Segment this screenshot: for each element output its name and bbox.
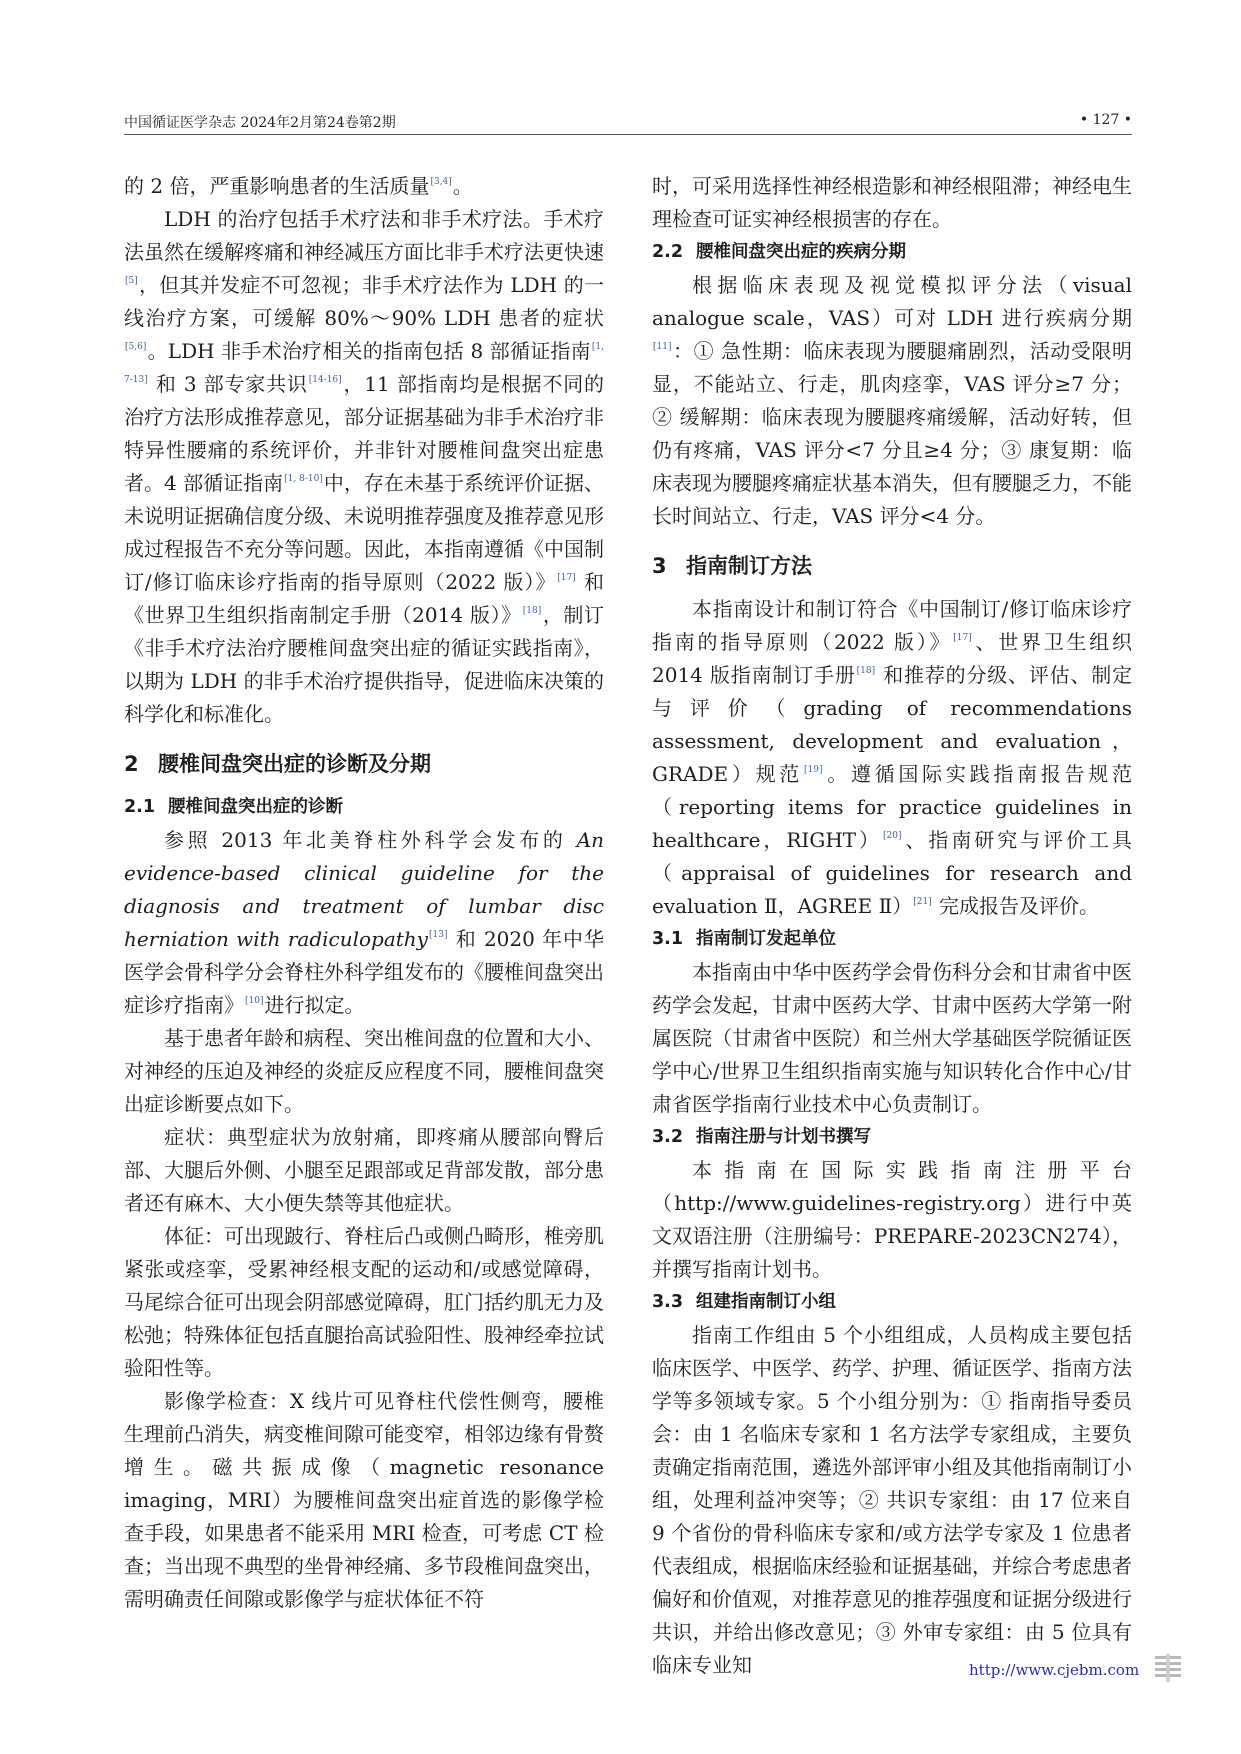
citation[interactable]: [17] — [557, 573, 576, 583]
section-heading: 3 指南制订方法 — [652, 554, 812, 578]
citation[interactable]: [1, 8-10] — [284, 474, 323, 484]
cited-title: An evidence-based clinical guideline for the diagnosis and treatment of lumbar disc herniation with radiculopathy — [124, 828, 604, 951]
citation[interactable]: [10] — [245, 996, 264, 1006]
citation[interactable]: [20] — [883, 831, 902, 841]
subsection-heading: 3.3 组建指南制订小组 — [652, 1292, 836, 1312]
left-column — [124, 170, 604, 1616]
paragraph: 参照 2013 年北美脊柱外科学会发布的 An evidence-based clinical guideline for the diagnosis and treatment of lumbar disc herniation with radiculopathy[13] 和 2020 年中华医学会骨科学分会脊柱外科学组发布的《腰椎间盘突出症诊疗指南》[10]进行拟定。 — [124, 828, 604, 1017]
citation[interactable]: [3,4] — [430, 177, 452, 187]
journal-website-link[interactable]: http://www.cjebm.com — [969, 1661, 1140, 1679]
paragraph: 根据临床表现及视觉模拟评分法（visual analogue scale，VAS）可对 LDH 进行疾病分期[11]：① 急性期：临床表现为腰腿痛剧烈，活动受限明显，不能站立、行走，肌肉痉挛，VAS 评分≥7 分；② 缓解期：临床表现为腰腿疼痛缓解，活动好转，但仍有疼痛，VAS 评分<7 分且≥4 分；③ 康复期：临床表现为腰腿疼痛症状基本消失，但有腰腿乏力，不能长时间站立、行走，VAS 评分<4 分。 — [652, 273, 1132, 528]
paragraph: 影像学检查：X 线片可见脊柱代偿性侧弯，腰椎生理前凸消失，病变椎间隙可能变窄，相邻边缘有骨赘增生。磁共振成像（magnetic resonance imaging，MRI）为腰椎间盘突出症首选的影像学检查手段，如果患者不能采用 MRI 检查，可考虑 CT 检查；当出现不典型的坐骨神经痛、多节段椎间盘突出，需明确责任间隙或影像学与症状体征不符 — [124, 1389, 604, 1611]
citation[interactable]: [17] — [953, 633, 972, 643]
citation[interactable]: [19] — [804, 765, 823, 775]
citation[interactable]: [14-16] — [308, 375, 342, 385]
page-number: • 127 • — [1079, 112, 1132, 128]
paragraph: 体征：可出现跛行、脊柱后凸或侧凸畸形，椎旁肌紧张或痉挛，受累神经根支配的运动和/或感觉障碍，马尾综合征可出现会阴部感觉障碍，肛门括约肌无力及松弛；特殊体征包括直腿抬高试验阳性、股神经牵拉试验阳性等。 — [124, 1224, 604, 1380]
paragraph: LDH 的治疗包括手术疗法和非手术疗法。手术疗法虽然在缓解疼痛和神经减压方面比非手术疗法更快速[5]，但其并发症不可忽视；非手术疗法作为 LDH 的一线治疗方案，可缓解 80%～90% LDH 患者的症状[5,6]。LDH 非手术治疗相关的指南包括 8 部循证指南[1, 7-13] 和 3 部专家共识[14-16]，11 部指南均是根据不同的治疗方法形成推荐意见，部分证据基础为非手术治疗非特异性腰痛的系统评价，并非针对腰椎间盘突出症患者。4 部循证指南[1, 8-10]中，存在未基于系统评价证据、未说明证据确信度分级、未说明推荐强度及推荐意见形成过程报告不充分等问题。因此，本指南遵循《中国制订/修订临床诊疗指南的指导原则（2022 版）》[17] 和《世界卫生组织指南制定手册（2014 版）》[18]，制订《非手术疗法治疗腰椎间盘突出症的循证实践指南》，以期为 LDH 的非手术治疗提供指导，促进临床决策的科学化和标准化。 — [124, 207, 605, 726]
paragraph: 时，可采用选择性神经根造影和神经根阻滞；神经电生理检查可证实神经根损害的存在。 — [652, 174, 1132, 231]
citation[interactable]: [1, 7-13] — [124, 342, 604, 385]
citation[interactable]: [11] — [653, 342, 672, 352]
subsection-heading: 2.1 腰椎间盘突出症的诊断 — [124, 797, 343, 817]
journal-logo-icon — [1152, 1652, 1184, 1684]
section-heading: 2 腰椎间盘突出症的诊断及分期 — [124, 752, 431, 776]
paragraph: 本指南设计和制订符合《中国制订/修订临床诊疗指南的指导原则（2022 版）》[17]、世界卫生组织 2014 版指南制订手册[18] 和推荐的分级、评估、制定与评价（grading of recommendations assessment, development and evaluation，GRADE）规范[19]。遵循国际实践指南报告规范（reporting items for practice guidelines in healthcare，RIGHT）[20]、指南研究与评价工具（appraisal of guidelines for research and evaluation Ⅱ，AGREE Ⅱ）[21] 完成报告及评价。 — [652, 597, 1133, 918]
paragraph: 的 2 倍，严重影响患者的生活质量[3,4]。 — [124, 174, 473, 198]
paragraph: 指南工作组由 5 个小组组成，人员构成主要包括临床医学、中医学、药学、护理、循证医学、指南方法学等多领域专家。5 个小组分别为：① 指南指导委员会：由 1 名临床专家和 1 名方法学专家组成，主要负责确定指南范围，遴选外部评审小组及其他指南制订小组，处理利益冲突等；② 共识专家组：由 17 位来自 9 个省份的骨科临床专家和/或方法学专家及 1 位患者代表组成，根据临床经验和证据基础，并综合考虑患者偏好和价值观，对推荐意见的推荐强度和证据分级进行共识，并给出修改意见；③ 外审专家组：由 5 位具有临床专业知 — [652, 1323, 1132, 1677]
subsection-heading: 3.2 指南注册与计划书撰写 — [652, 1127, 871, 1147]
paragraph: 本指南由中华中医药学会骨伤科分会和甘肃省中医药学会发起，甘肃中医药大学、甘肃中医药大学第一附属医院（甘肃省中医院）和兰州大学基础医学院循证医学中心/世界卫生组织指南实施与知识转化合作中心/甘肃省医学指南行业技术中心负责制订。 — [652, 960, 1132, 1116]
paragraph: 症状：典型症状为放射痛，即疼痛从腰部向臀后部、大腿后外侧、小腿至足跟部或足背部发散，部分患者还有麻木、大小便失禁等其他症状。 — [124, 1125, 604, 1215]
citation[interactable]: [18] — [856, 666, 876, 676]
citation[interactable]: [18] — [522, 606, 542, 616]
paragraph: 基于患者年龄和病程、突出椎间盘的位置和大小、对神经的压迫及神经的炎症反应程度不同，腰椎间盘突出症诊断要点如下。 — [124, 1026, 604, 1116]
subsection-heading: 2.2 腰椎间盘突出症的疾病分期 — [652, 242, 906, 262]
citation[interactable]: [5,6] — [125, 342, 147, 352]
paragraph: 本指南在国际实践指南注册平台（http://www.guidelines-registry.org）进行中英文双语注册（注册编号：PREPARE-2023CN274），并撰写指南计划书。 — [652, 1158, 1132, 1281]
running-header — [124, 108, 1132, 135]
subsection-heading: 3.1 指南制订发起单位 — [652, 929, 836, 949]
citation[interactable]: [21] — [913, 897, 932, 907]
right-column — [652, 170, 1132, 1682]
journal-title: 中国循证医学杂志 2024年2月第24卷第2期 — [124, 115, 396, 131]
citation[interactable]: [13] — [428, 930, 448, 940]
citation[interactable]: [5] — [125, 276, 138, 286]
